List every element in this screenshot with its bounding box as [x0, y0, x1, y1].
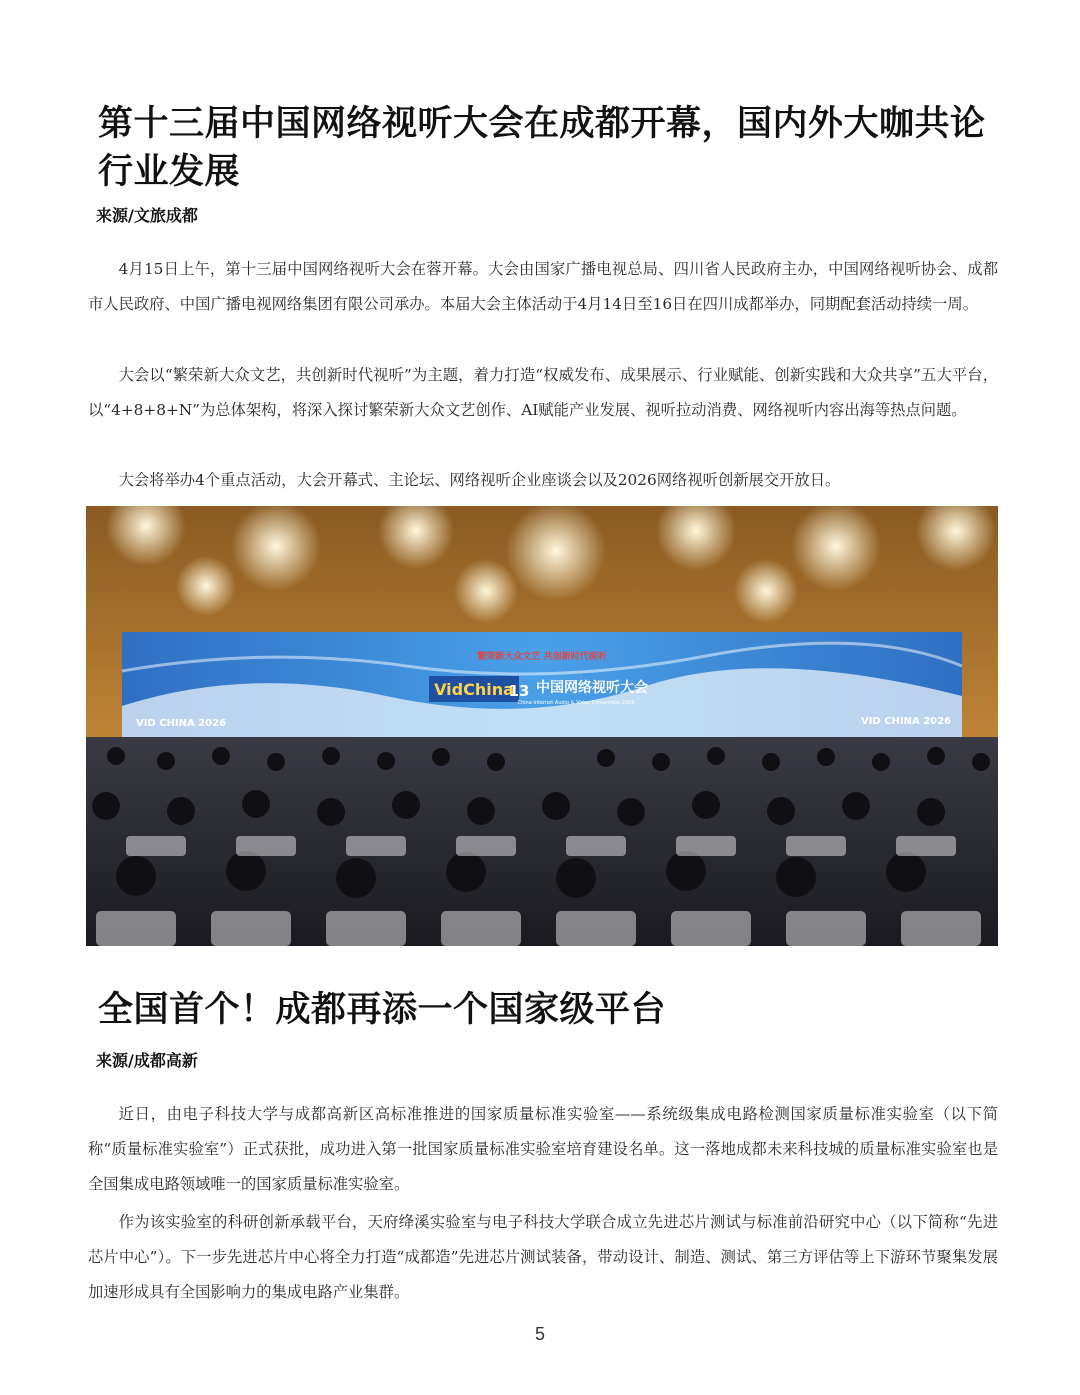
conference-photo — [86, 506, 998, 946]
article2-title: 全国首个！成都再添一个国家级平台 — [98, 990, 667, 1030]
article1-paragraph-3: 大会将举办4个重点活动，大会开幕式、主论坛、网络视听企业座谈会以及2026网络视听创新展交开放日。 — [118, 471, 841, 489]
screen-edition: 13 — [508, 682, 530, 700]
screen-title: 中国网络视听大会 — [536, 680, 648, 696]
article1-paragraph-2: 大会以“繁荣新大众文艺，共创新时代视听”为主题，着力打造“权威发布、成果展示、行业赋能、创新实践和大众共享”五大平台，以“4+8+8+N”为总体架构，将深入探讨繁荣新大众文艺创作、AI赋能产业发展、视听拉动消费、网络视听内容出海等热点问题。 — [88, 366, 998, 419]
page-number: 5 — [534, 1324, 545, 1344]
article2-source: 来源/成都高新 — [96, 1051, 198, 1070]
screen-logo: VidChina — [434, 680, 514, 699]
screen-slogan: 繁荣新大众文艺 共创新时代视听 — [477, 652, 607, 662]
article1-title: 第十三届中国网络视听大会在成都开幕，国内外大咖共论行业发展 — [98, 104, 986, 192]
article1-paragraph-1: 4月15日上午，第十三届中国网络视听大会在蓉开幕。大会由国家广播电视总局、四川省人民政府主办，中国网络视听协会、成都市人民政府、中国广播电视网络集团有限公司承办。本届大会主体活动于4月14日至16日在四川成都举办，同期配套活动持续一周。 — [88, 260, 998, 313]
article2-paragraph-1: 近日，由电子科技大学与成都高新区高标准推进的国家质量标准实验室——系统级集成电路检测国家质量标准实验室（以下简称“质量标准实验室”）正式获批，成功进入第一批国家质量标准实验室培育建设名单。这一落地成都未来科技城的质量标准实验室也是全国集成电路领域唯一的国家质量标准实验室。 — [88, 1105, 998, 1193]
article2-paragraph-2: 作为该实验室的科研创新承载平台，天府绛溪实验室与电子科技大学联合成立先进芯片测试与标准前沿研究中心（以下简称“先进芯片中心”）。下一步先进芯片中心将全力打造“成都造”先进芯片测试装备，带动设计、制造、测试、第三方评估等上下游环节聚集发展加速形成具有全国影响力的集成电路产业集群。 — [88, 1213, 998, 1301]
screen-subtitle: China Internet Audio & Video Convention 2026 — [517, 700, 635, 706]
side-logo-left: VID CHINA 2026 — [135, 718, 227, 729]
article1-source: 来源/文旅成都 — [96, 206, 198, 225]
side-logo-right: VID CHINA 2026 — [860, 716, 952, 727]
